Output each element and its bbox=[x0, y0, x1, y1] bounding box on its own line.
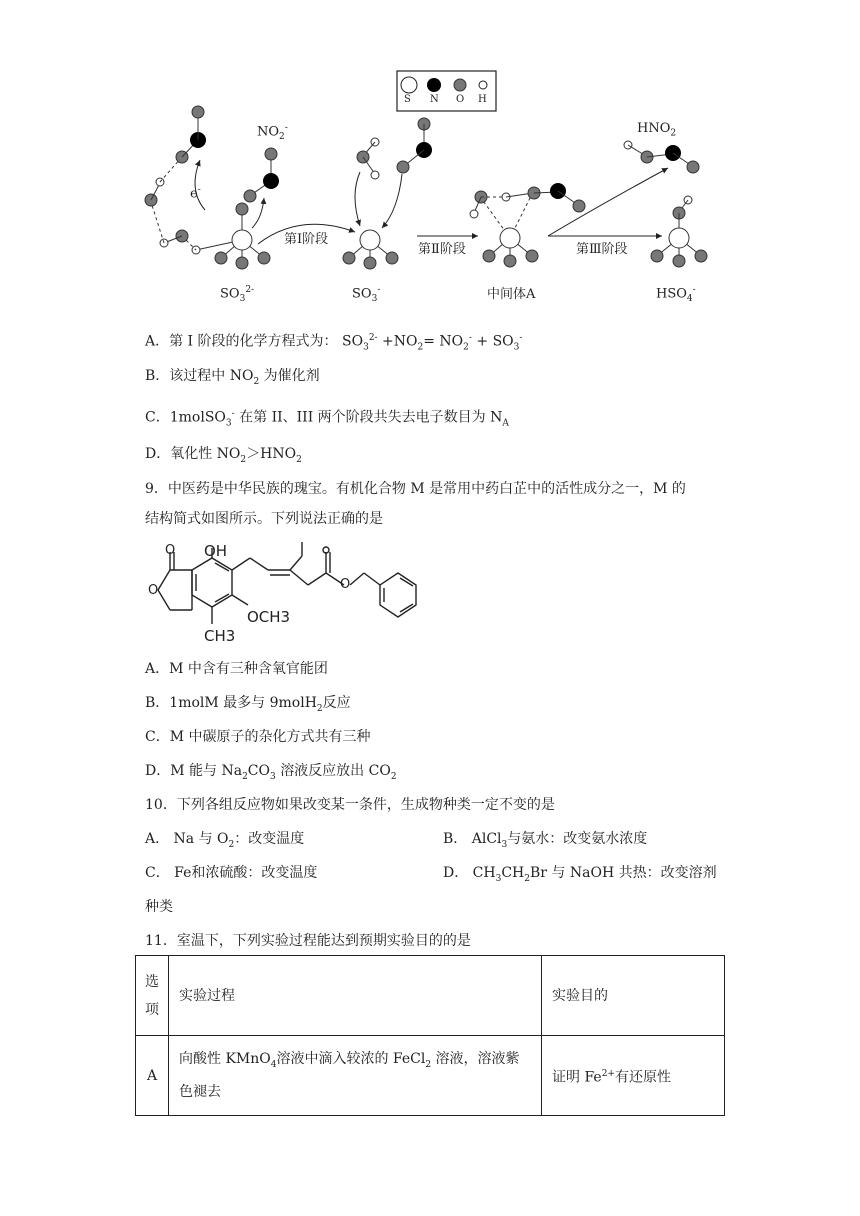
legend-label-h: H bbox=[478, 94, 487, 105]
experiment-table bbox=[135, 955, 725, 1116]
q10-option-d-wrap: 种类 bbox=[145, 899, 173, 915]
q11-stem: 11．室温下，下列实验过程能达到预期实验目的的是 bbox=[145, 933, 471, 949]
struct-label-ch3: CH3 bbox=[204, 627, 236, 645]
no2-minus-molecule bbox=[244, 148, 279, 228]
legend-label-s: S bbox=[404, 94, 411, 105]
legend-label-o: O bbox=[456, 94, 465, 105]
intermediate-a-label: 中间体A bbox=[487, 287, 536, 302]
q9-option-c: C．M 中碳原子的杂化方式共有三种 bbox=[145, 729, 371, 745]
so3-2-ion-molecule bbox=[145, 106, 270, 269]
q8-option-d: D．氧化性 $NO_2>HNO_2$ bbox=[145, 446, 302, 465]
legend-label-n: N bbox=[430, 94, 439, 105]
row-a-option: A bbox=[136, 1036, 169, 1116]
struct-label-och3: OCH3 bbox=[247, 608, 291, 626]
struct-label-o-ketone: O bbox=[165, 543, 176, 558]
no2-minus-label: $NO_2^-$ bbox=[257, 123, 288, 142]
stage3-arrow-to-hno2 bbox=[548, 168, 668, 236]
q10-option-a: A． Na 与 $O_2$：改变温度 bbox=[145, 831, 305, 850]
struct-label-oh: OH bbox=[204, 542, 228, 560]
q9-option-b: B．1molM 最多与 9molH$_2$反应 bbox=[145, 695, 351, 714]
q10-stem: 10．下列各组反应物如果改变某一条件，生成物种类一定不变的是 bbox=[145, 797, 555, 813]
q9-option-a: A．M 中含有三种含氧官能团 bbox=[145, 661, 328, 677]
so3-minus-label: $SO_3^-$ bbox=[352, 285, 381, 304]
so3-2-label: $SO_3^{2-}$ bbox=[220, 285, 255, 304]
stage3-label: 第Ⅲ阶段 bbox=[576, 242, 628, 257]
header-purpose: 实验目的 bbox=[542, 956, 725, 1036]
atom-legend bbox=[397, 71, 496, 111]
q10-option-c: C． Fe和浓硫酸：改变温度 bbox=[145, 865, 318, 881]
stage2-label: 第Ⅱ阶段 bbox=[418, 242, 466, 257]
q8-option-c: C．1molSO$_3$- 在第 II、III 两个阶段共失去电子数目为 $N_A$ bbox=[145, 409, 509, 429]
header-process: 实验过程 bbox=[169, 956, 542, 1036]
q8-option-a: A．第 I 阶段的化学方程式为： $SO_3^{2-} +NO_2= NO_2^- + SO_3^-$ bbox=[145, 333, 523, 353]
header-option: 选 项 bbox=[136, 956, 169, 1036]
q10-option-d: D． $CH_3CH_2Br$ 与 NaOH 共热：改变溶剂 bbox=[443, 865, 717, 884]
reaction-mechanism-diagram bbox=[0, 0, 860, 310]
hno2-molecule bbox=[624, 141, 699, 173]
hso4-label: $HSO_4^-$ bbox=[656, 285, 696, 304]
intermediate-a-molecule bbox=[470, 183, 585, 267]
struct-label-o-ester: O bbox=[340, 577, 351, 592]
q9-stem-line1: 9．中医药是中华民族的瑰宝。有机化合物 M 是常用中药白芷中的活性成分之一，M 的 bbox=[145, 481, 686, 497]
electron-label: e- bbox=[190, 185, 201, 202]
struct-label-o-ring: O bbox=[148, 583, 159, 598]
table-header-row bbox=[136, 956, 725, 1036]
row-a-purpose: 证明 $Fe^{2+}$有还原性 bbox=[542, 1036, 725, 1116]
q9-option-d: D．M 能与 $Na_2CO_3$ 溶液反应放出 $CO_2$ bbox=[145, 763, 397, 782]
q10-option-b: B． AlCl$_3$与氨水：改变氨水浓度 bbox=[443, 831, 648, 850]
compound-m-structure bbox=[140, 540, 430, 652]
hno2-label: $HNO_2$ bbox=[637, 121, 677, 139]
stage1-label: 第Ⅰ阶段 bbox=[284, 232, 329, 247]
row-a-process: 向酸性 KMnO$_4$溶液中滴入较浓的 FeCl$_2$ 溶液，溶液紫 色褪去 bbox=[169, 1036, 542, 1116]
table-row bbox=[136, 1036, 725, 1116]
q8-option-b: B．该过程中 $NO_2$ 为催化剂 bbox=[145, 368, 320, 387]
q9-stem-line2: 结构简式如图所示。下列说法正确的是 bbox=[145, 511, 383, 527]
hso4-minus-molecule bbox=[651, 196, 707, 267]
